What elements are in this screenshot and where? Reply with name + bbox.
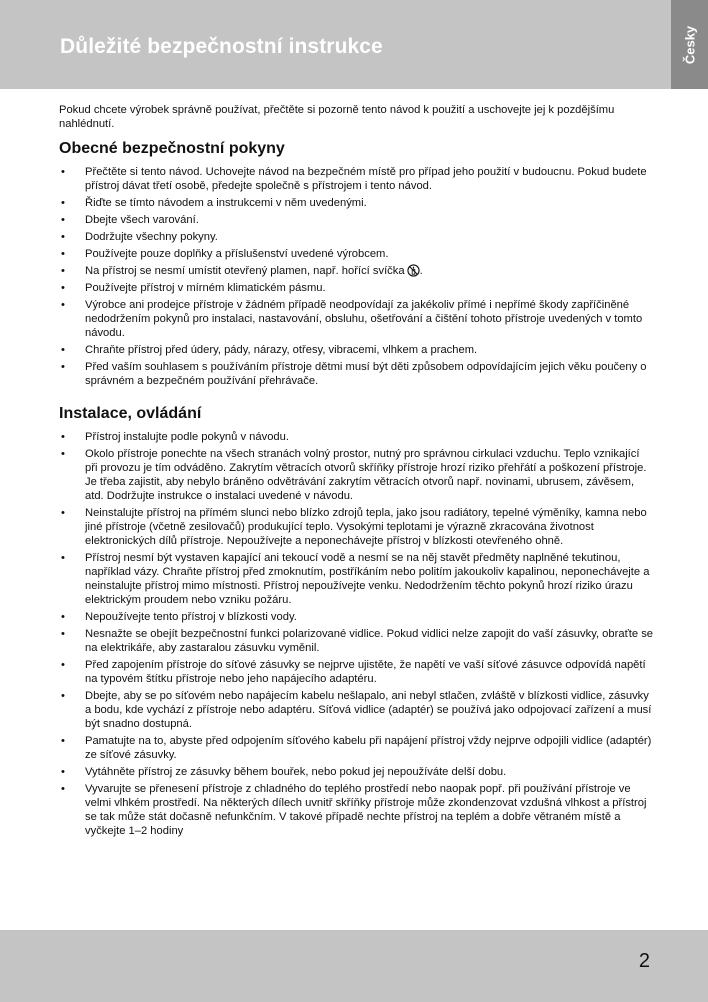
no-candle-icon: [407, 264, 420, 277]
page-number: 2: [638, 950, 650, 972]
section-heading-installation: Instalace, ovládání: [59, 405, 202, 422]
list-item: • Vytáhněte přístroj ze zásuvky během bouřek, nebo pokud jej nepoužíváte delší dobu.: [59, 765, 655, 779]
list-item: • Používejte přístroj v mírném klimatickém pásmu.: [59, 281, 655, 295]
list-item: • Výrobce ani prodejce přístroje v žádném případě neodpovídají za jakékoliv přímé i nepřímé škody zapříčiněné nedodržením pokynů pro instalaci, nastavování, obsluhu, ošetřování a čištění tohoto přístroje uvedených v tomto návodu.: [59, 298, 655, 340]
footer-bar: [0, 930, 708, 1002]
list-item: • Přístroj instalujte podle pokynů v návodu.: [59, 430, 655, 444]
list-item: • Chraňte přístroj před údery, pády, nárazy, otřesy, vibracemi, vlhkem a prachem.: [59, 343, 655, 357]
main-content: [59, 103, 655, 841]
list-item: • Pamatujte na to, abyste před odpojením síťového kabelu při napájení přístroj vždy nejprve odpojili vidlice (adaptér) ze síťové zásuvky.: [59, 734, 655, 762]
list-item: • Okolo přístroje ponechte na všech stranách volný prostor, nutný pro správnou cirkulaci vzduchu. Teplo vznikající při provozu je tím odváděno. Zakrytím větracích otvorů skříňky přístroje hrozí riziko přehřátí a poškození přístroje. Je třeba zajistit, aby nebylo bráněno odvětrávání zakrytím větracích otvorů např. novinami, ubrusem, závěsem, atd. Dodržujte instrukce o instalaci uvedené v návodu.: [59, 447, 655, 503]
list-item: • Dodržujte všechny pokyny.: [59, 230, 655, 244]
list-item: • Řiďte se tímto návodem a instrukcemi v něm uvedenými.: [59, 196, 655, 210]
list-item: • Nepoužívejte tento přístroj v blízkosti vody.: [59, 610, 655, 624]
list-item: • Přístroj nesmí být vystaven kapající ani tekoucí vodě a nesmí se na něj stavět předměty naplněné tekutinou, například vázy. Chraňte přístroj před zmoknutím, postříkáním nebo politím jakoukoliv kapalinou, neponechávejte a neinstalujte přístroj mimo místnosti. Přístroj nepoužívejte venku. Nedodržením těchto pokynů hrozí riziko úrazu elektrickým proudem nebo vzniku požáru.: [59, 551, 655, 607]
list-item: • Vyvarujte se přenesení přístroje z chladného do teplého prostředí nebo naopak popř. při používání přístroje ve velmi vlhkém prostředí. Na některých dílech uvnitř skříňky přístroje může zkondenzovat vzdušná vlhkost a přístroj se tak může stát dočasně nefunkčním. V takové případě nechte přístroj na teplém a dobře větraném místě a vyčkejte 1–2 hodiny: [59, 782, 655, 838]
list-item-period: .: [419, 265, 423, 277]
installation-list: [59, 430, 655, 838]
list-item: • Dbejte všech varování.: [59, 213, 655, 227]
list-item: • Před vaším souhlasem s používáním přístroje dětmi musí být děti způsobem odpovídajícím jejich věku poučeny o správném a bezpečném používání přehrávače.: [59, 360, 655, 388]
list-item: • Neinstalujte přístroj na přímém slunci nebo blízko zdrojů tepla, jako jsou radiátory, tepelné výměníky, kamna nebo jiné přístroje (včetně zesilovačů) produkující teplo. Vysokými teplotami je výrazně zkracována životnost elektronických dílů přístroje. Nepoužívejte a neponechávejte přístroj v blízkosti otevřeného ohně.: [59, 506, 655, 548]
list-item: • Před zapojením přístroje do síťové zásuvky se nejprve ujistěte, že napětí ve vaší síťové zásuvce odpovídá napětí na typovém štítku přístroje nebo jeho napájecího adaptéru.: [59, 658, 655, 686]
header-bar: [0, 0, 708, 89]
list-item: • Používejte pouze doplňky a příslušenství uvedené výrobcem.: [59, 247, 655, 261]
list-item: [59, 264, 655, 278]
general-safety-list: [59, 165, 655, 388]
section-heading-general: Obecné bezpečnostní pokyny: [59, 140, 285, 157]
language-tab-label: Česky: [682, 25, 697, 64]
list-item-text: Na přístroj se nesmí umístit otevřený plamen, např. hořící svíčka: [85, 265, 405, 277]
list-item: • Dbejte, aby se po síťovém nebo napájecím kabelu nešlapalo, ani nebyl stlačen, zvláště v blízkosti vidlice, zásuvky a bodu, kde vychází z přístroje nebo adaptéru. Síťová vidlice (adaptér) se používá jako odpojovací zařízení a musí být snadno dostupná.: [59, 689, 655, 731]
list-item: • Přečtěte si tento návod. Uchovejte návod na bezpečném místě pro případ jeho použití v budoucnu. Pokud budete přístroj dávat třetí osobě, předejte společně s přístrojem i tento návod.: [59, 165, 655, 193]
intro-paragraph: Pokud chcete výrobek správně používat, přečtěte si pozorně tento návod k použití a uschovejte jej k pozdějšímu nahlédnutí.: [59, 104, 615, 130]
language-tab: [671, 0, 708, 89]
list-item: • Nesnažte se obejít bezpečnostní funkci polarizované vidlice. Pokud vidlici nelze zapojit do vaší zásuvky, obraťte se na elektrikáře, aby zastaralou zásuvku vyměnil.: [59, 627, 655, 655]
page-title: Důležité bezpečnostní instrukce: [60, 35, 383, 58]
